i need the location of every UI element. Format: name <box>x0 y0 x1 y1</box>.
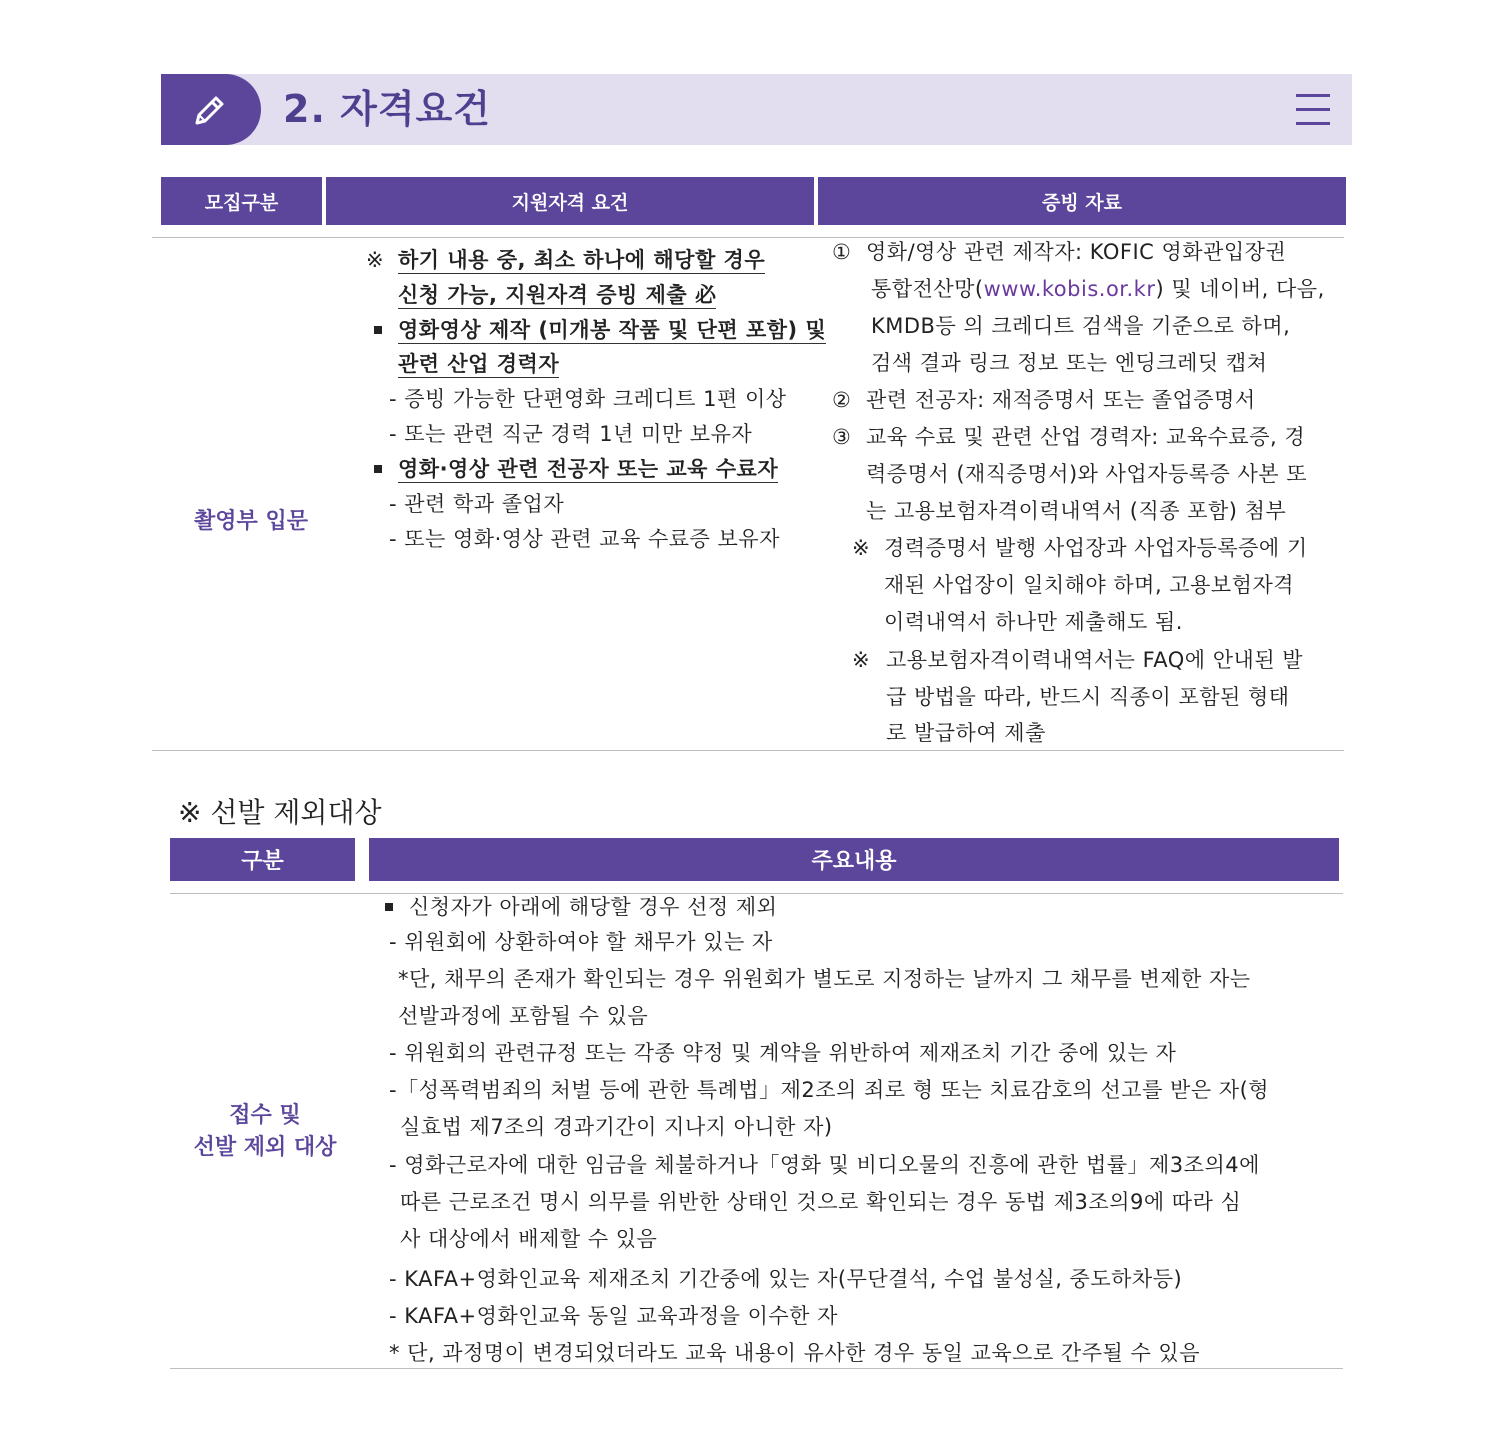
exclusion-title: ※ 선발 제외대상 <box>178 796 382 829</box>
exclusion-line: *단, 채무의 존재가 확인되는 경우 위원회가 별도로 지정하는 날까지 그 채무를 변제한 자는 <box>398 967 1251 991</box>
evidence-note-line: 재된 사업장이 일치해야 하며, 고용보험자격 <box>884 573 1295 597</box>
table-header-requirements: 지원자격 요건 <box>326 177 814 225</box>
evidence-line: 는 고용보험자격이력내역서 (직종 포함) 첨부 <box>866 499 1287 523</box>
evidence-number: ③ <box>832 425 851 449</box>
note-mark: ※ <box>366 248 384 272</box>
table-header-category: 모집구분 <box>161 177 322 225</box>
requirement-item-title: 영화·영상 관련 전공자 또는 교육 수료자 <box>398 457 779 481</box>
requirement-note-line: 신청 가능, 지원자격 증빙 제출 必 <box>398 283 717 307</box>
evidence-number: ① <box>832 240 851 264</box>
hamburger-menu-icon[interactable] <box>1296 94 1330 126</box>
evidence-note-line: 급 방법을 따라, 반드시 직종이 포함된 형태 <box>886 685 1290 709</box>
evidence-note-line: 경력증명서 발행 사업장과 사업자등록증에 기 <box>884 536 1308 560</box>
pencil-icon <box>189 91 229 131</box>
exclusion-category: 접수 및 선발 제외 대상 <box>193 1103 337 1160</box>
requirement-sub-item: - 관련 학과 졸업자 <box>389 492 565 516</box>
evidence-note-line: 고용보험자격이력내역서는 FAQ에 안내된 발 <box>886 648 1304 672</box>
row-category: 촬영부 입문 <box>194 509 308 534</box>
exclusion-line: - KAFA+영화인교육 제재조치 기간중에 있는 자(무단결석, 수업 불성실, 중도하차등) <box>389 1267 1183 1291</box>
evidence-line: 통합전산망(www.kobis.or.kr) 및 네이버, 다음, <box>871 277 1325 301</box>
requirement-sub-item: - 증빙 가능한 단편영화 크레디트 1편 이상 <box>389 387 787 411</box>
exclusion-header-category: 구분 <box>170 838 355 881</box>
exclusion-line: 신청자가 아래에 해당할 경우 선정 제외 <box>409 895 778 919</box>
section-header <box>161 74 1352 145</box>
exclusion-line: - 위원회의 관련규정 또는 각종 약정 및 계약을 위반하여 제재조치 기간 중에 있는 자 <box>389 1041 1177 1065</box>
requirement-note-line: 하기 내용 중, 최소 하나에 해당할 경우 <box>398 248 766 272</box>
exclusion-line: - 영화근로자에 대한 임금을 체불하거나「영화 및 비디오물의 진흥에 관한 법률」제3조의4에 <box>389 1153 1260 1177</box>
exclusion-line: 따른 근로조건 명시 의무를 위반한 상태인 것으로 확인되는 경우 동법 제3조의9에 따라 심 <box>400 1190 1242 1214</box>
evidence-line: 검색 결과 링크 정보 또는 엔딩크레딧 캡쳐 <box>871 351 1268 375</box>
evidence-note-line: 이력내역서 하나만 제출해도 됨. <box>884 610 1183 634</box>
evidence-line: 관련 전공자: 재적증명서 또는 졸업증명서 <box>866 388 1256 412</box>
table-header-evidence: 증빙 자료 <box>818 177 1346 225</box>
exclusion-line: 사 대상에서 배제할 수 있음 <box>400 1227 658 1251</box>
exclusion-line: -「성폭력범죄의 처벌 등에 관한 특례법」제2조의 죄로 형 또는 치료감호의 선고를 받은 자(형 <box>389 1078 1270 1102</box>
evidence-line: 영화/영상 관련 제작자: KOFIC 영화관입장권 <box>866 240 1287 264</box>
requirement-item-title: 영화영상 제작 (미개봉 작품 및 단편 포함) 및 <box>398 318 827 342</box>
exclusion-line: * 단, 과정명이 변경되었더라도 교육 내용이 유사한 경우 동일 교육으로 간주될 수 있음 <box>389 1341 1201 1365</box>
bullet-square <box>374 326 382 334</box>
bullet-square <box>374 465 382 473</box>
requirement-sub-item: - 또는 영화·영상 관련 교육 수료증 보유자 <box>389 527 780 551</box>
section-title: 2. 자격요건 <box>283 87 491 131</box>
requirement-item-title: 관련 산업 경력자 <box>398 352 560 376</box>
evidence-note-mark: ※ <box>852 648 870 672</box>
exclusion-line: 실효법 제7조의 경과기간이 지나지 아니한 자) <box>400 1115 833 1139</box>
table-row-bottom-divider <box>152 750 1344 751</box>
exclusion-line: - 위원회에 상환하여야 할 채무가 있는 자 <box>389 930 773 954</box>
kobis-link[interactable]: www.kobis.or.kr <box>983 277 1156 301</box>
exclusion-header-content: 주요내용 <box>369 838 1339 881</box>
evidence-note-mark: ※ <box>852 536 870 560</box>
section-badge <box>161 74 261 145</box>
exclusion-line: 선발과정에 포함될 수 있음 <box>398 1004 649 1028</box>
evidence-number: ② <box>832 388 851 412</box>
exclusion-line: - KAFA+영화인교육 동일 교육과정을 이수한 자 <box>389 1304 838 1328</box>
exclusion-row-bottom-divider <box>170 1368 1343 1369</box>
evidence-line: KMDB등 의 크레디트 검색을 기준으로 하며, <box>871 314 1291 338</box>
evidence-note-line: 로 발급하여 제출 <box>886 721 1046 745</box>
evidence-line: 교육 수료 및 관련 산업 경력자: 교육수료증, 경 <box>866 425 1306 449</box>
requirement-sub-item: - 또는 관련 직군 경력 1년 미만 보유자 <box>389 422 753 446</box>
evidence-line: 력증명서 (재직증명서)와 사업자등록증 사본 또 <box>866 462 1308 486</box>
bullet-square <box>385 903 393 911</box>
